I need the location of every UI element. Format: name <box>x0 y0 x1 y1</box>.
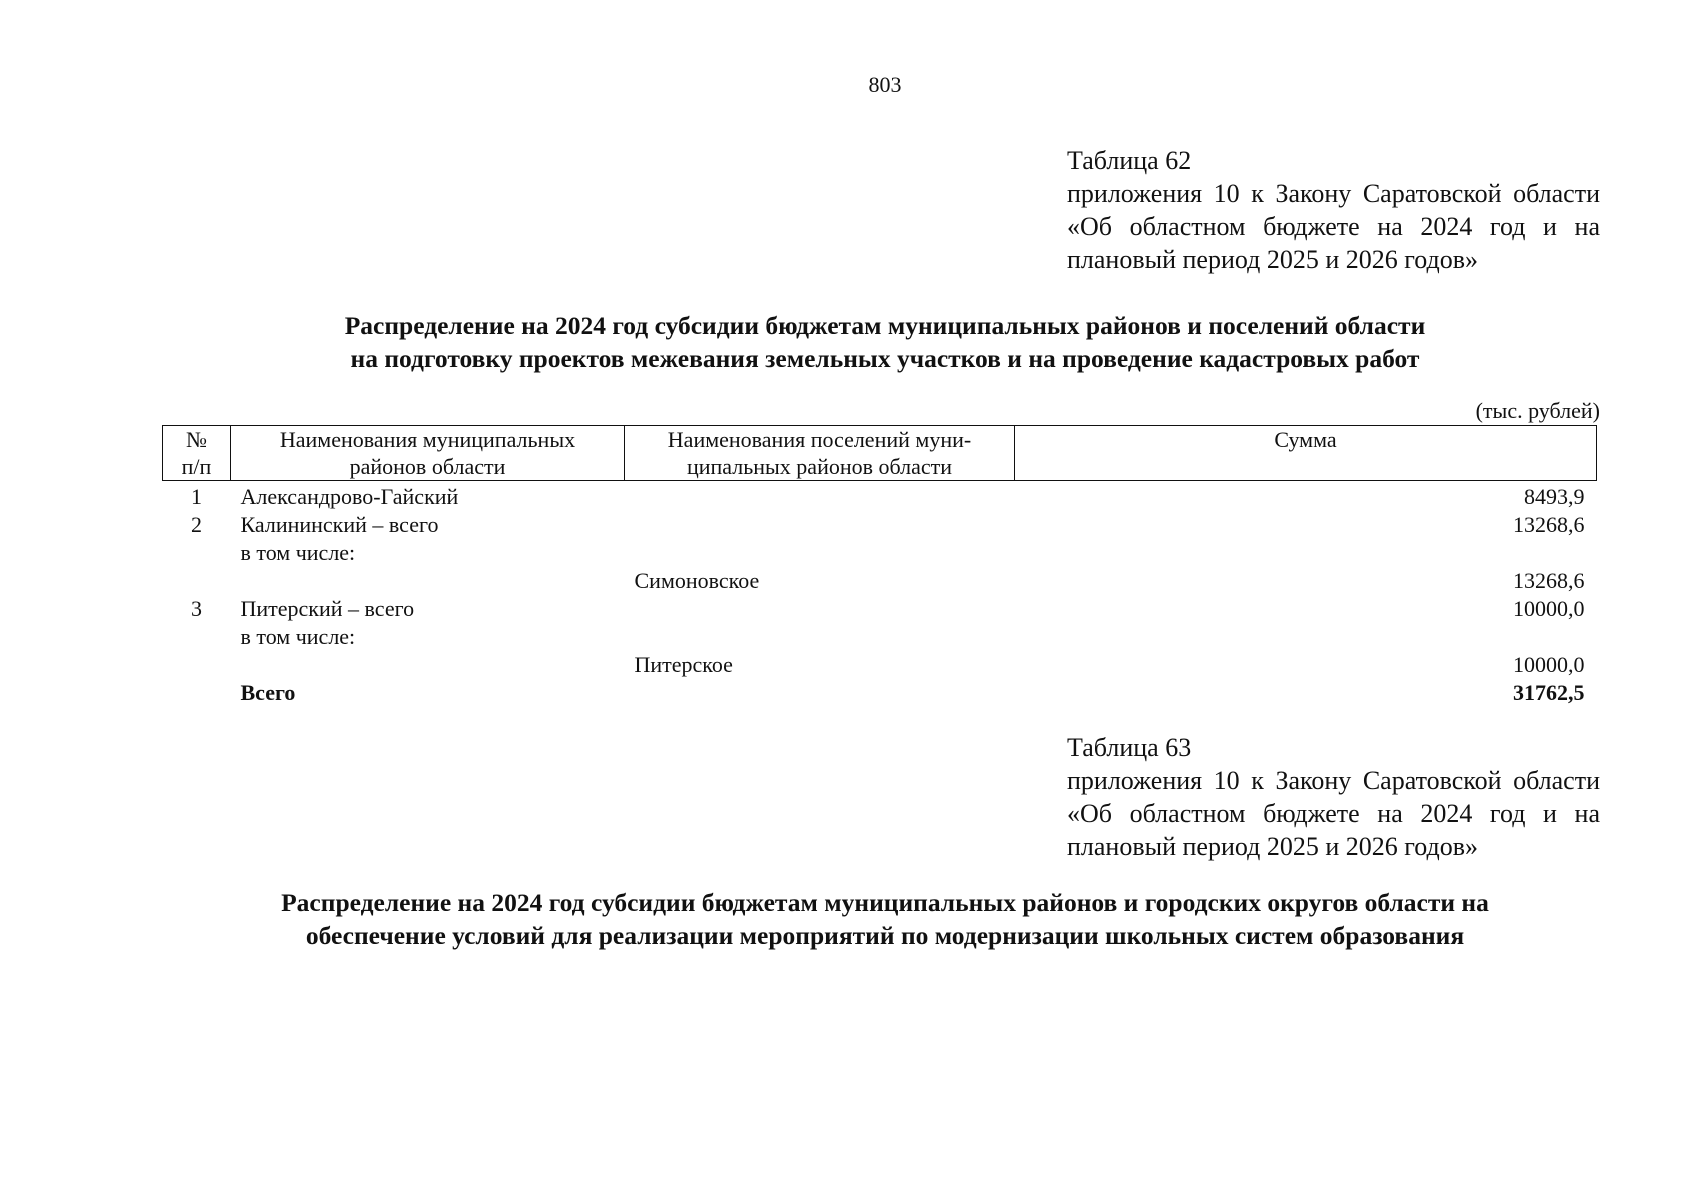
table-row <box>163 567 1597 595</box>
sum-value: 13268,6 <box>1513 512 1585 537</box>
sum-value: 10000,0 <box>1513 596 1585 621</box>
settlement-name <box>625 539 1015 567</box>
settlement-name <box>625 595 1015 623</box>
column-header-sum: Сумма <box>1015 426 1597 481</box>
table-heading-63 <box>150 886 1620 952</box>
row-number: 3 <box>191 596 202 621</box>
row-number <box>163 539 231 567</box>
heading-line: Распределение на 2024 год субсидии бюджетам муниципальных районов и городских округов области на <box>281 888 1489 917</box>
appendix-note-62 <box>1067 144 1600 276</box>
district-name: в том числе: <box>240 624 356 649</box>
page-number: 803 <box>868 72 902 97</box>
table-row <box>163 539 1597 567</box>
row-number: 2 <box>191 512 202 537</box>
table-number: Таблица 63 <box>1067 733 1192 762</box>
total-sum: 31762,5 <box>1513 680 1585 705</box>
row-number <box>163 567 231 595</box>
table-header-row <box>163 426 1597 481</box>
district-name: Калининский – всего <box>240 512 439 537</box>
settlement-name <box>625 511 1015 539</box>
appendix-note-63 <box>1067 731 1600 863</box>
column-header-number: № п/п <box>163 426 231 481</box>
table-heading-62 <box>150 309 1620 375</box>
sum-value <box>1015 539 1597 567</box>
heading-line: обеспечение условий для реализации мероприятий по модернизации школьных систем образования <box>305 921 1465 950</box>
table-row <box>163 651 1597 679</box>
units-label: (тыс. рублей) <box>1475 398 1600 423</box>
sum-value <box>1015 623 1597 651</box>
appendix-reference: приложения 10 к Закону Саратовской области «Об областном бюджете на 2024 год и на плановый период 2025 и 2026 годов» <box>1067 179 1600 274</box>
heading-line: Распределение на 2024 год субсидии бюджетам муниципальных районов и поселений области <box>344 311 1426 340</box>
row-number: 1 <box>191 484 202 509</box>
column-header-district: Наименования муниципальных районов области <box>231 426 625 481</box>
column-header-settlement: Наименования поселений муни- ципальных районов области <box>625 426 1015 481</box>
sum-value: 8493,9 <box>1524 484 1585 509</box>
district-name <box>231 651 625 679</box>
total-label: Всего <box>240 680 296 705</box>
appendix-reference: приложения 10 к Закону Саратовской области «Об областном бюджете на 2024 год и на плановый период 2025 и 2026 годов» <box>1067 766 1600 861</box>
settlement-name <box>625 679 1015 707</box>
settlement-name <box>625 623 1015 651</box>
heading-line: на подготовку проектов межевания земельных участков и на проведение кадастровых работ <box>350 344 1420 373</box>
sum-value: 13268,6 <box>1513 568 1585 593</box>
district-name: в том числе: <box>240 540 356 565</box>
table-row <box>163 623 1597 651</box>
row-number <box>163 651 231 679</box>
district-name: Питерский – всего <box>240 596 415 621</box>
row-number <box>163 623 231 651</box>
settlement-name: Питерское <box>634 652 733 677</box>
total-row <box>163 679 1597 707</box>
sum-value: 10000,0 <box>1513 652 1585 677</box>
row-number <box>163 679 231 707</box>
district-name <box>231 567 625 595</box>
subsidy-table <box>162 425 1597 707</box>
settlement-name: Симоновское <box>634 568 760 593</box>
table-row <box>163 595 1597 623</box>
district-name: Александрово-Гайский <box>240 484 459 509</box>
table-row <box>163 481 1597 512</box>
settlement-name <box>625 481 1015 512</box>
table-row <box>163 511 1597 539</box>
table-number: Таблица 62 <box>1067 146 1192 175</box>
